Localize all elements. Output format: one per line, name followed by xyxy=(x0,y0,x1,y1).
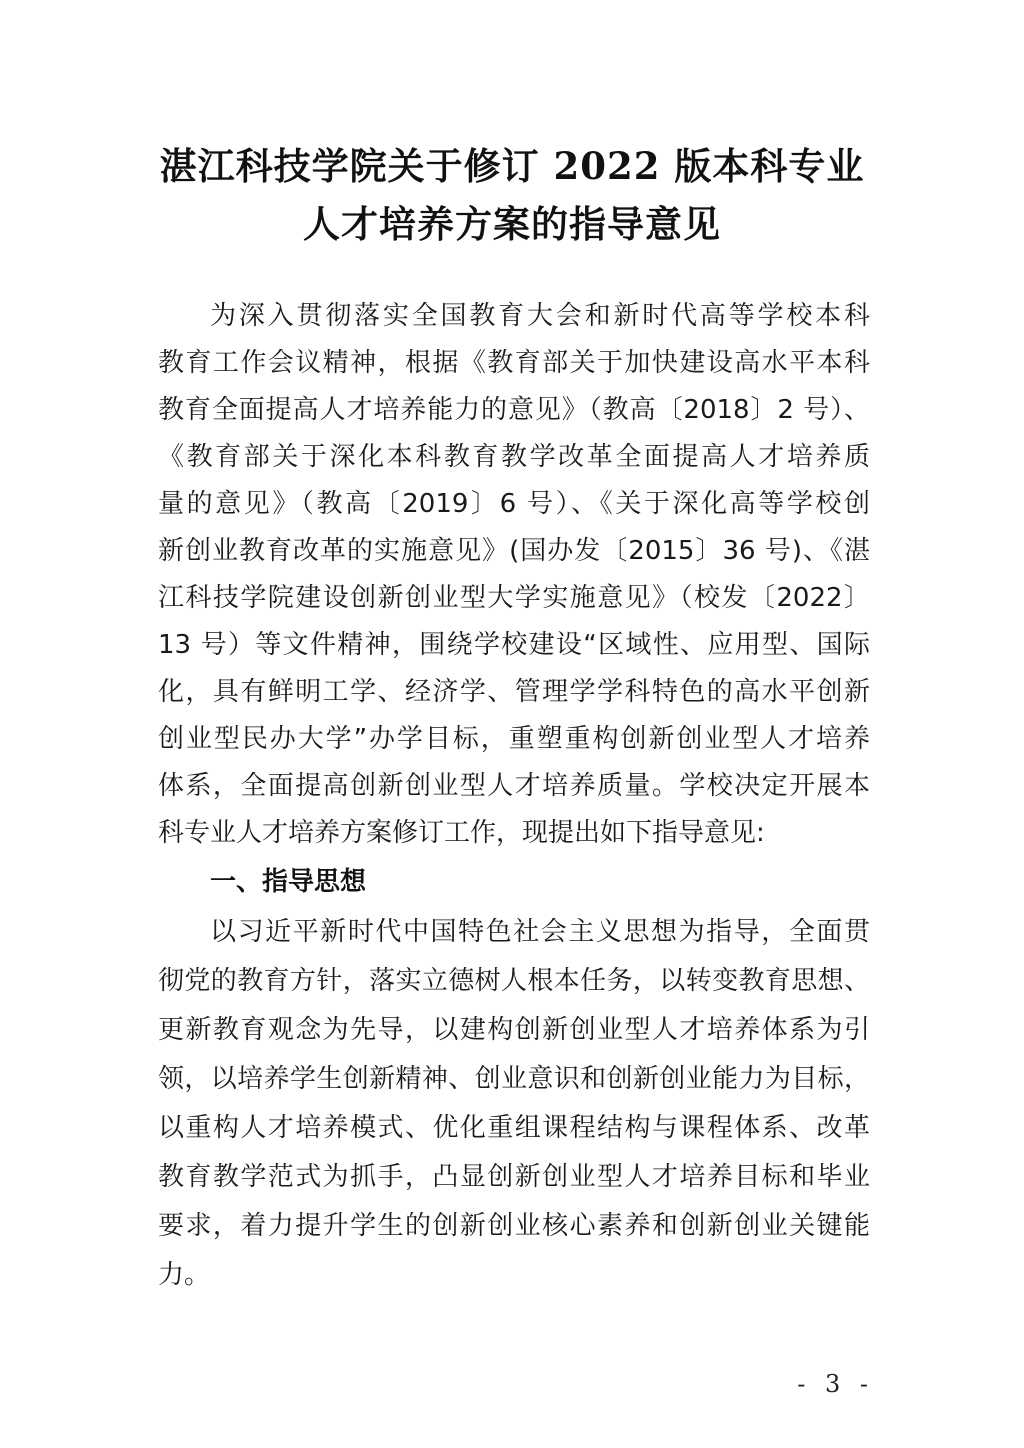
document-title-line-2: 人才培养方案的指导意见 xyxy=(303,202,721,246)
paragraph-1-line-5: 量的意见》（教高〔2019〕6 号）、《关于深化高等学校创 xyxy=(158,489,870,519)
paragraph-1-line-6: 新创业教育改革的实施意见》(国办发〔2015〕36 号)、《湛 xyxy=(158,536,870,566)
paragraph-2-line-1: 以习近平新时代中国特色社会主义思想为指导，全面贯 xyxy=(210,917,870,947)
paragraph-1-line-12: 科专业人才培养方案修订工作，现提出如下指导意见: xyxy=(158,818,765,848)
paragraph-1-line-2: 教育工作会议精神，根据《教育部关于加快建设高水平本科 xyxy=(158,348,870,378)
paragraph-1-line-7: 江科技学院建设创新创业型大学实施意见》（校发〔2022〕 xyxy=(158,583,870,613)
paragraph-1-line-10: 创业型民办大学”办学目标，重塑重构创新创业型人才培养 xyxy=(158,724,870,754)
paragraph-1-line-11: 体系，全面提高创新创业型人才培养质量。学校决定开展本 xyxy=(158,771,870,801)
paragraph-2-line-4: 领，以培养学生创新精神、创业意识和创新创业能力为目标， xyxy=(158,1064,870,1094)
paragraph-1-line-9: 化，具有鲜明工学、经济学、管理学学科特色的高水平创新 xyxy=(158,677,870,707)
paragraph-2-line-3: 更新教育观念为先导，以建构创新创业型人才培养体系为引 xyxy=(158,1015,870,1045)
paragraph-2-line-6: 教育教学范式为抓手，凸显创新创业型人才培养目标和毕业 xyxy=(158,1162,870,1192)
paragraph-2-line-2: 彻党的教育方针，落实立德树人根本任务，以转变教育思想、 xyxy=(158,966,870,996)
paragraph-1-line-4: 《教育部关于深化本科教育教学改革全面提高人才培养质 xyxy=(158,442,870,472)
paragraph-2-line-8: 力。 xyxy=(158,1260,211,1290)
paragraph-2-line-7: 要求，着力提升学生的创新创业核心素养和创新创业关键能 xyxy=(158,1211,870,1241)
paragraph-1-line-8: 13 号）等文件精神，围绕学校建设“区域性、应用型、国际 xyxy=(158,630,870,660)
paragraph-2-line-5: 以重构人才培养模式、优化重组课程结构与课程体系、改革 xyxy=(158,1113,870,1143)
paragraph-1-line-1: 为深入贯彻落实全国教育大会和新时代高等学校本科 xyxy=(210,301,870,331)
page-number: - 3 - xyxy=(797,1370,874,1398)
document-title-line-1: 湛江科技学院关于修订 2022 版本科专业 xyxy=(159,144,865,188)
section-1-heading: 一、指导思想 xyxy=(210,867,367,897)
paragraph-1-line-3: 教育全面提高人才培养能力的意见》（教高〔2018〕2 号）、 xyxy=(158,395,870,425)
